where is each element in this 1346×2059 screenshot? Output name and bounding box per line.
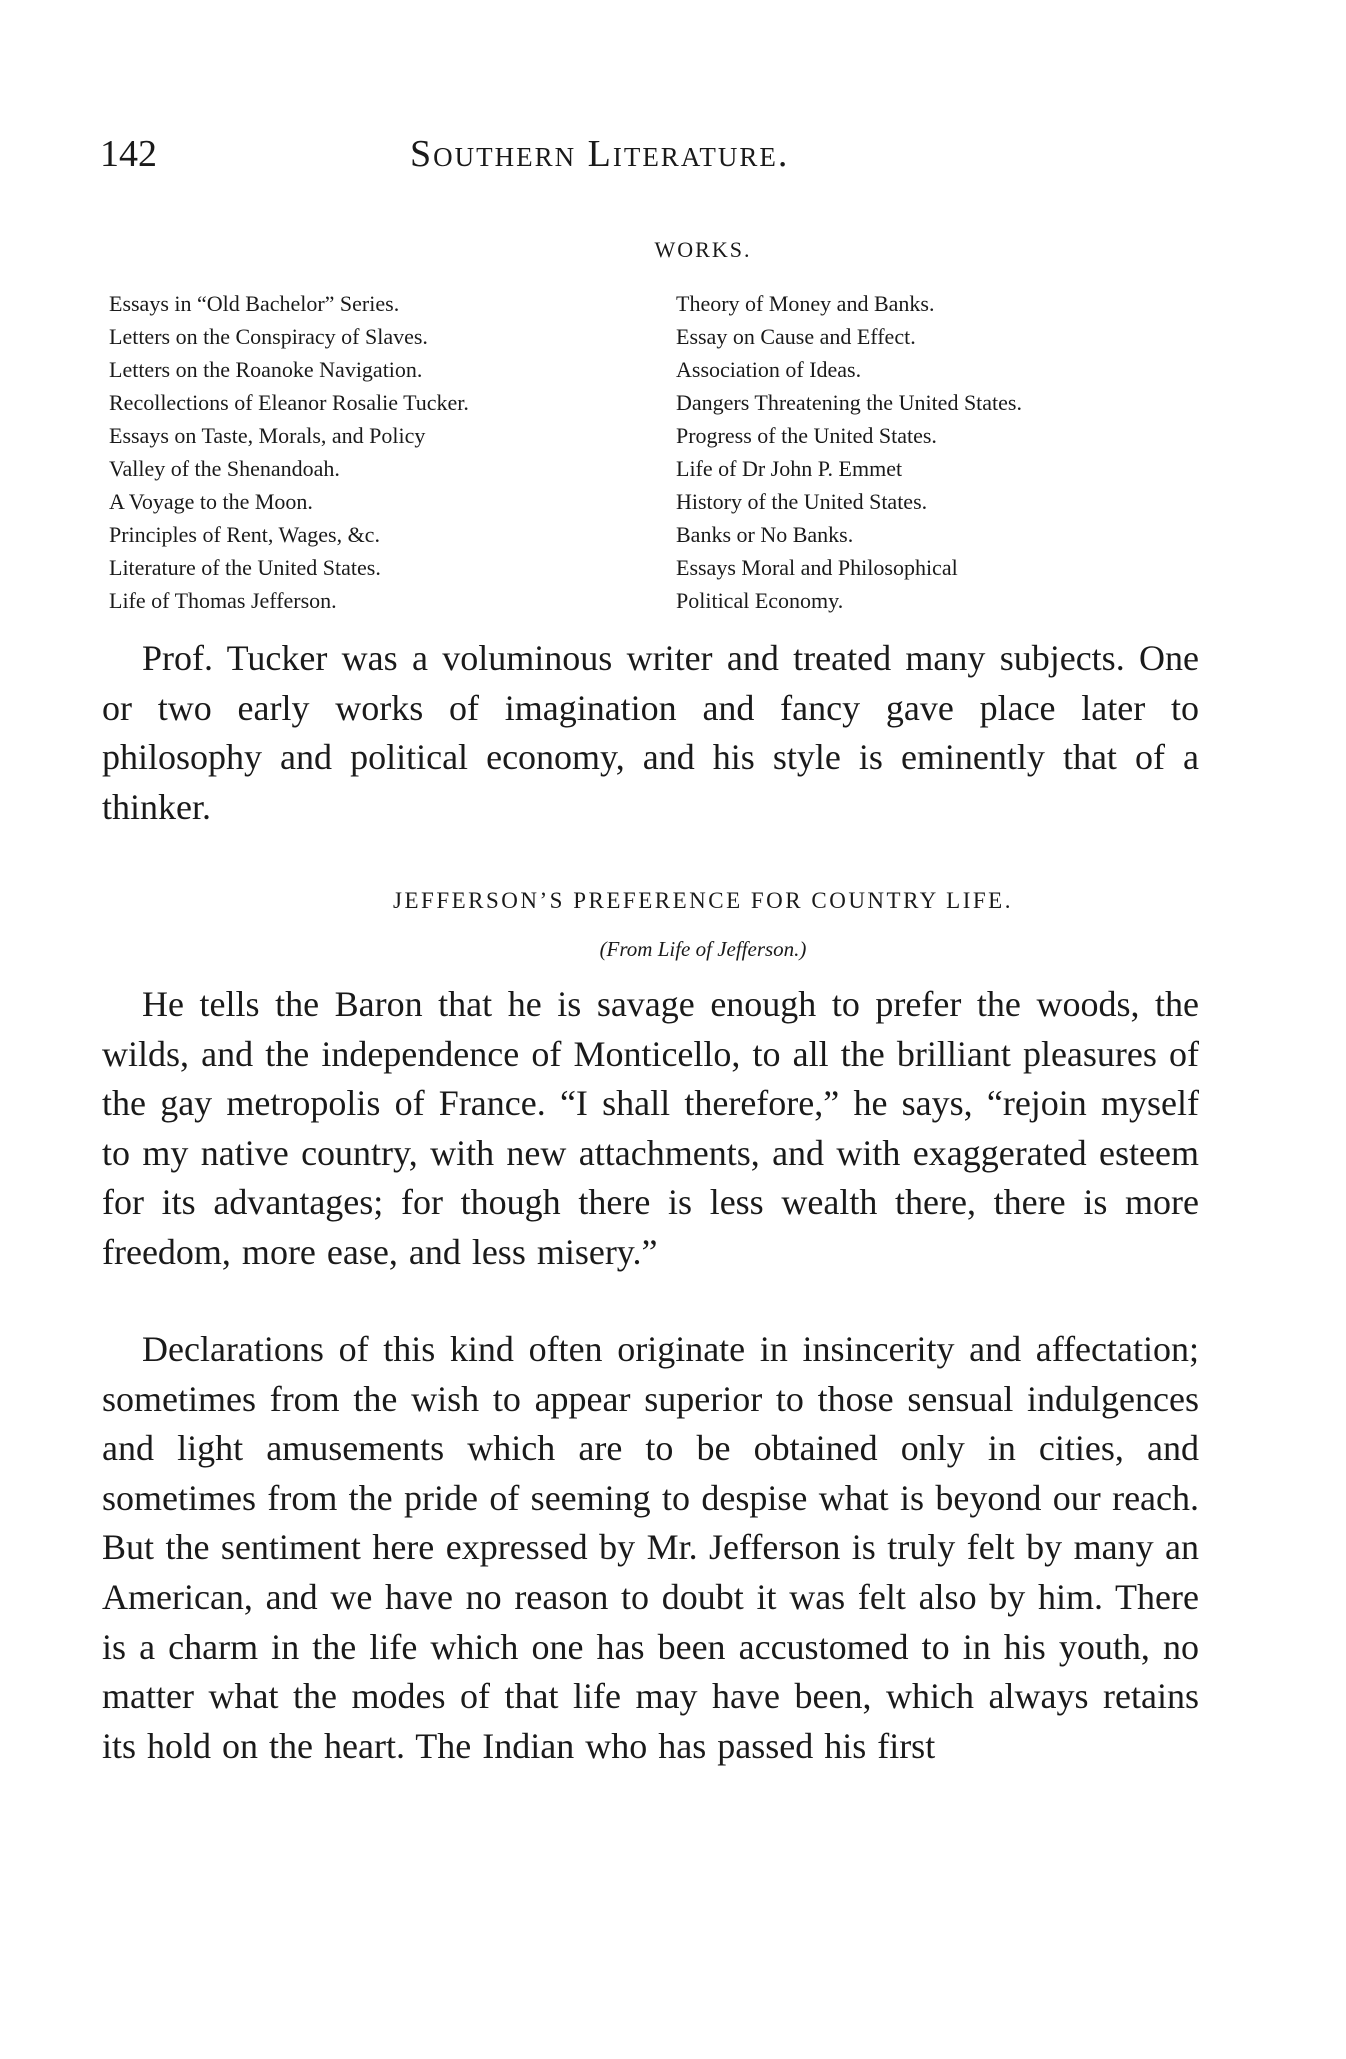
works-item: Life of Thomas Jefferson.: [109, 588, 337, 613]
works-item: Essays on Taste, Morals, and Policy: [109, 423, 426, 448]
works-item: Principles of Rent, Wages, &c.: [109, 522, 380, 547]
works-item: Association of Ideas.: [676, 357, 862, 382]
works-item: Literature of the United States.: [109, 555, 381, 580]
works-item: Letters on the Roanoke Navigation.: [109, 357, 423, 382]
works-item: Essay on Cause and Effect.: [676, 324, 916, 349]
works-item: Essays in “Old Bachelor” Series.: [109, 291, 400, 316]
paragraph: He tells the Baron that he is savage enough to prefer the woods, the wilds, and the independence of Monticello, to all the brilliant pleasures of the gay metropolis of France. “I shall therefore,” he says, “rejoin myself to my native country, with new attachments, and with exaggerated esteem for its advantages; for though there is less wealth there, there is more freedom, more ease, and less misery.”: [102, 984, 1199, 1272]
works-item: Progress of the United States.: [676, 423, 937, 448]
works-item: A Voyage to the Moon.: [109, 489, 313, 514]
page-number: 142: [100, 133, 157, 175]
extract-source: (From Life of Jefferson.): [599, 937, 807, 961]
works-item: Valley of the Shenandoah.: [109, 456, 340, 481]
paragraph: Declarations of this kind often originate in insincerity and affectation; sometimes from the wish to appear superior to those sensual indulgences and light amusements which are to be obtained only in cities, and sometimes from the pride of seeming to despise what is beyond our reach. But the sentiment here expressed by Mr. Jefferson is truly felt by many an American, and we have no reason to doubt it was felt also by him. There is a charm in the life which one has been accustomed to in his youth, no matter what the modes of that life may have been, which always retains its hold on the heart. The Indian who has passed his first: [102, 1329, 1199, 1766]
works-item: Theory of Money and Banks.: [676, 291, 935, 316]
works-list-left: [109, 287, 669, 617]
works-item: History of the United States.: [676, 489, 928, 514]
works-list-right: [676, 287, 1246, 617]
works-item: Recollections of Eleanor Rosalie Tucker.: [109, 390, 469, 415]
works-item: Dangers Threatening the United States.: [676, 390, 1022, 415]
works-item: Letters on the Conspiracy of Slaves.: [109, 324, 428, 349]
extract-title: JEFFERSON’S PREFERENCE FOR COUNTRY LIFE.: [393, 888, 1013, 913]
works-item: Life of Dr John P. Emmet: [676, 456, 903, 481]
works-item: Political Economy.: [676, 588, 844, 613]
works-item: Essays Moral and Philosophical: [676, 555, 958, 580]
works-item: Banks or No Banks.: [676, 522, 854, 547]
running-title: Southern Literature.: [410, 133, 790, 175]
works-heading: WORKS.: [654, 237, 752, 262]
intro-paragraph: Prof. Tucker was a voluminous writer and treated many subjects. One or two early works of imagination and fancy gave place later to philosophy and political economy, and his style is eminently that of a thinker.: [102, 638, 1199, 827]
running-head: [100, 132, 1210, 182]
